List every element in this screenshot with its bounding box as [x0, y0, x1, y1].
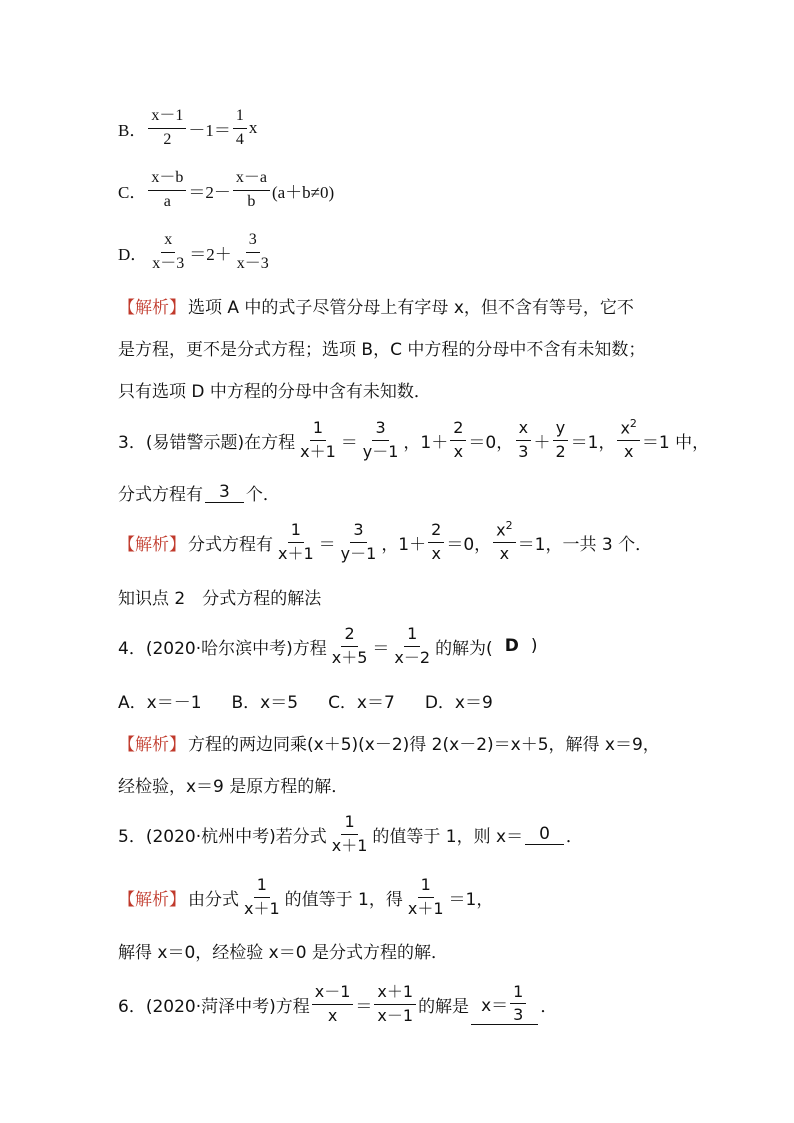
- section-heading: 知识点 2 分式方程的解法: [118, 588, 322, 609]
- fraction: $\frac{2}{x}$: [428, 521, 444, 563]
- option-b: [118, 108, 257, 148]
- fraction: $\frac{1}{3}$: [510, 983, 526, 1025]
- text: ，1＋: [403, 432, 449, 453]
- question-prefix: 5．(2020·杭州中考)若分式: [118, 826, 327, 847]
- fraction: $\frac{1}{x+1}$: [300, 418, 336, 461]
- q4-analysis-line2: [118, 764, 348, 804]
- question-prefix: 3．(易错警示题)在方程: [118, 432, 296, 453]
- text: ＝: [340, 432, 358, 453]
- q5-analysis-line2: [118, 930, 448, 970]
- analysis-text: 经检验，x＝9 是原方程的解．: [118, 776, 349, 797]
- text: ): [530, 636, 538, 656]
- analysis-text: 只有选项 D 中方程的分母中含有未知数．: [118, 381, 431, 402]
- q5-analysis-line1: [118, 877, 493, 917]
- question-prefix: 4．(2020·哈尔滨中考)方程: [118, 638, 327, 659]
- text: ＝: [355, 996, 373, 1017]
- analysis-tag: 【解析】: [118, 889, 186, 910]
- q3-analysis: [118, 519, 653, 564]
- text: 的值等于 1，则 x＝: [372, 826, 524, 847]
- text: ＋: [533, 432, 551, 453]
- option-c: C．x＝7: [328, 692, 395, 713]
- text: ＝1，: [570, 432, 616, 453]
- answer-blank: 0: [525, 824, 564, 845]
- q4-analysis-line1: [118, 722, 660, 762]
- question-3: [118, 417, 710, 462]
- analysis-text: 分式方程有: [188, 534, 273, 555]
- option-c: [118, 170, 334, 210]
- text: ＝2＋: [189, 244, 232, 264]
- option-a: A．x＝－1: [118, 692, 202, 713]
- answer-blank: 3: [205, 482, 244, 503]
- text: ，1＋: [381, 534, 427, 555]
- analysis-text: 方程的两边同乘(x＋5)(x－2)得 2(x－2)＝x＋5，解得 x＝9，: [188, 734, 660, 755]
- fraction: $\frac{3}{x-3}$: [236, 231, 269, 272]
- q2-analysis-line3: [118, 369, 431, 409]
- fraction: $\frac{x-1}{2}$: [148, 107, 186, 149]
- text: x: [248, 118, 258, 137]
- q2-analysis-line1: [118, 285, 634, 325]
- fraction: $\frac{x-1}{x}$: [312, 983, 354, 1025]
- text: 分式方程有: [118, 484, 203, 505]
- answer-blank: x＝ $\frac{1}{3}$: [471, 983, 538, 1026]
- fraction: $\frac{x}{3}$: [515, 419, 531, 461]
- text: －1＝: [188, 120, 231, 140]
- fraction: $\frac{1}{x-2}$: [394, 624, 431, 667]
- text: 个．: [245, 484, 280, 505]
- text: 的解是: [418, 996, 470, 1017]
- option-b: B．x＝5: [231, 692, 299, 713]
- fraction: $\frac{x}{x-3}$: [152, 231, 185, 272]
- fraction: $\frac{1}{x+1}$: [331, 812, 368, 855]
- fraction: $\frac{x+1}{x-1}$: [374, 983, 416, 1025]
- question-5: [118, 814, 583, 854]
- fraction: $\frac{3}{y-1}$: [340, 520, 377, 563]
- fraction: $\frac{y}{2}$: [552, 419, 568, 461]
- analysis-text: 由分式: [188, 889, 239, 910]
- fraction: $\frac{1}{x+1}$: [278, 520, 314, 563]
- fraction: $\frac{x-a}{b}$: [233, 169, 270, 211]
- question-6: [118, 981, 558, 1025]
- text: ＝1，一共 3 个．: [517, 534, 653, 555]
- analysis-text: 选项 A 中的式子尽管分母上有字母 x，但不含有等号，它不: [188, 297, 634, 318]
- option-label: C．: [118, 182, 147, 202]
- fraction: $\frac{2}{x+5}$: [331, 624, 368, 667]
- fraction: $\frac{3}{y-1}$: [362, 418, 399, 461]
- text: ＝0，: [468, 432, 514, 453]
- option-d: D．x＝9: [424, 692, 493, 713]
- fraction: $\frac{x^2}{x}$: [493, 520, 515, 563]
- analysis-tag: 【解析】: [118, 297, 186, 318]
- option-label: B．: [118, 120, 147, 140]
- text: ＝1，: [448, 889, 494, 910]
- q2-analysis-line2: [118, 327, 645, 367]
- text: ＝: [372, 638, 390, 659]
- option-label: D．: [118, 244, 148, 264]
- text: ＝: [318, 534, 336, 555]
- text: ＝2－: [188, 182, 231, 202]
- text: ＝0，: [446, 534, 492, 555]
- fraction: $\frac{1}{x+1}$: [407, 875, 444, 918]
- analysis-text: 解得 x＝0，经检验 x＝0 是分式方程的解．: [118, 942, 448, 963]
- text: ．: [565, 826, 583, 847]
- fraction: $\frac{x^2}{x}$: [617, 418, 639, 461]
- fraction: $\frac{x-b}{a}$: [148, 169, 186, 211]
- option-d: [118, 232, 274, 272]
- text: 的值等于 1，得: [284, 889, 403, 910]
- question-4: [118, 626, 537, 666]
- analysis-text: 是方程，更不是分式方程；选项 B，C 中方程的分母中不含有未知数；: [118, 339, 646, 360]
- analysis-tag: 【解析】: [118, 734, 186, 755]
- question-3-blank: [118, 472, 280, 512]
- text: (a＋b≠0): [271, 182, 335, 202]
- fraction: $\frac{1}{x+1}$: [244, 875, 280, 918]
- fraction: $\frac{1}{4}$: [233, 107, 247, 149]
- answer: D: [504, 636, 519, 656]
- text: ＝1 中，: [641, 432, 710, 453]
- q4-options: [118, 680, 493, 720]
- analysis-tag: 【解析】: [118, 534, 186, 555]
- text: 的解为(: [435, 638, 493, 659]
- text: ．: [540, 996, 558, 1017]
- fraction: $\frac{2}{x}$: [450, 419, 466, 461]
- question-prefix: 6．(2020·菏泽中考)方程: [118, 996, 310, 1017]
